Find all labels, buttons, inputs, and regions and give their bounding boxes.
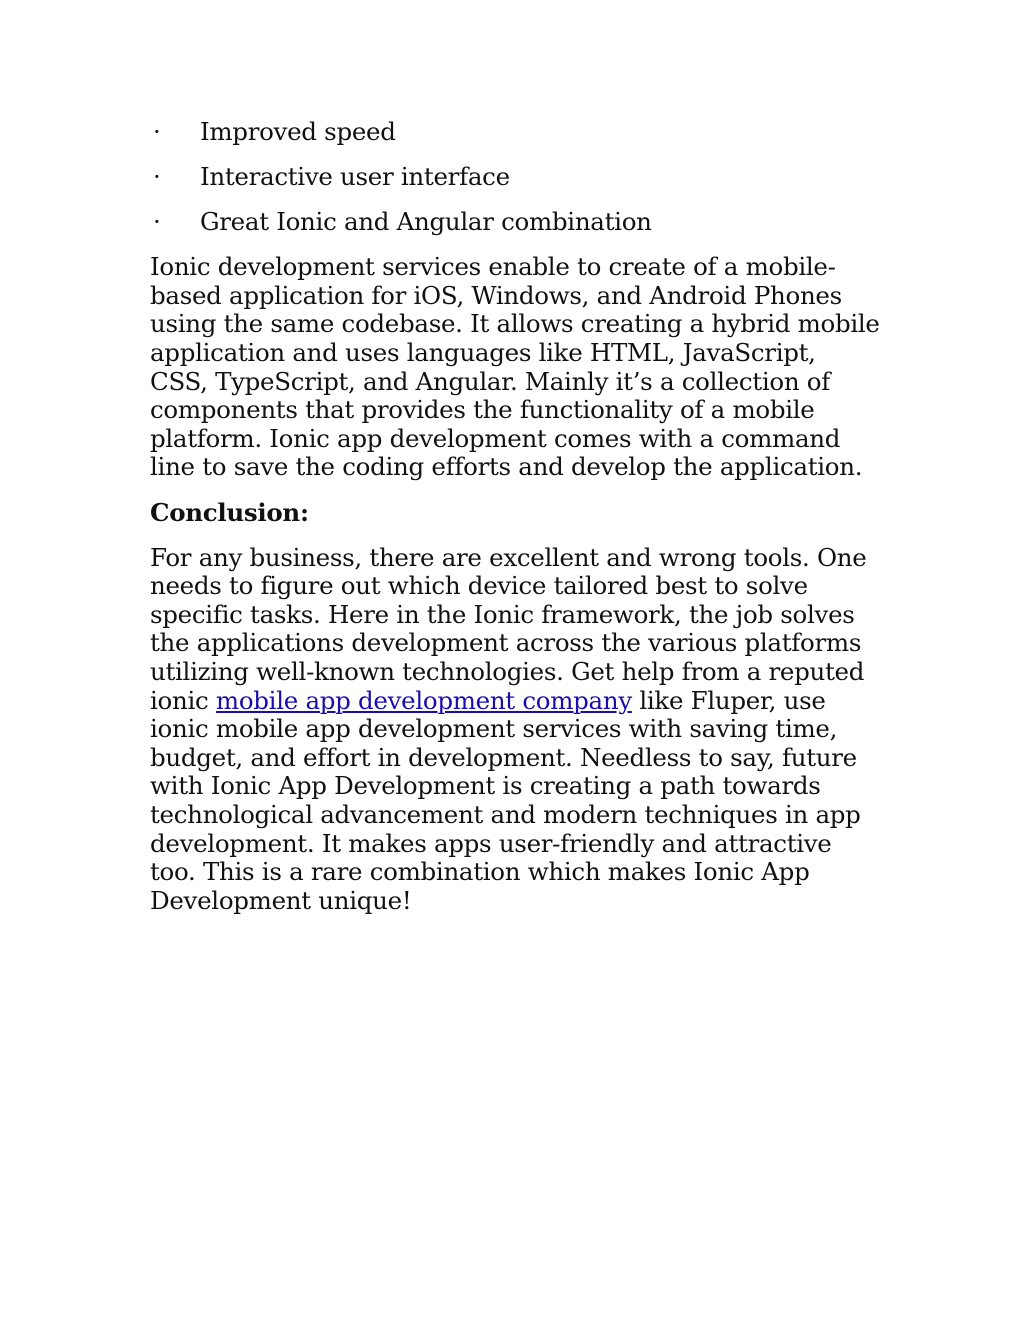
list-item-text: Improved speed xyxy=(200,117,396,146)
conclusion-paragraph xyxy=(150,544,880,916)
list-item xyxy=(150,118,880,147)
conclusion-text-after-link: like Fluper, use ionic mobile app development services with saving time, budget, and effort in development. Needless to say, future with Ionic App Development is creating a path towards technological advancement and modern techniques in app development. It makes apps user-friendly and attractive too. This is a rare combination which makes Ionic App Development unique! xyxy=(150,685,861,915)
bullet-marker: · xyxy=(153,207,161,237)
list-item-text: Interactive user interface xyxy=(200,162,510,192)
list-item-text: Great Ionic and Angular combination xyxy=(200,207,652,237)
feature-list xyxy=(150,118,880,237)
bullet-marker: · xyxy=(153,117,161,146)
conclusion-heading: Conclusion: xyxy=(150,497,309,527)
intro-paragraph: Ionic development services enable to create of a mobile-based application for iOS, Windows, and Android Phones using the same codebase. It allows creating a hybrid mobile application and uses languages like HTML, JavaScript, CSS, TypeScript, and Angular. Mainly it’s a collection of components that provides the functionality of a mobile platform. Ionic app development comes with a command line to save the coding efforts and develop the application. xyxy=(150,252,880,482)
document-page xyxy=(150,118,880,932)
list-item xyxy=(150,163,880,192)
mobile-app-development-company-link[interactable]: mobile app development company xyxy=(215,685,632,715)
bullet-marker: · xyxy=(153,162,161,192)
list-item xyxy=(150,208,880,237)
conclusion-text-before-link: For any business, there are excellent and wrong tools. One needs to figure out which device tailored best to solve specific tasks. Here in the Ionic framework, the job solves the applications development across the various platforms utilizing well-known technologies. Get help from a reputed ionic xyxy=(150,542,867,715)
